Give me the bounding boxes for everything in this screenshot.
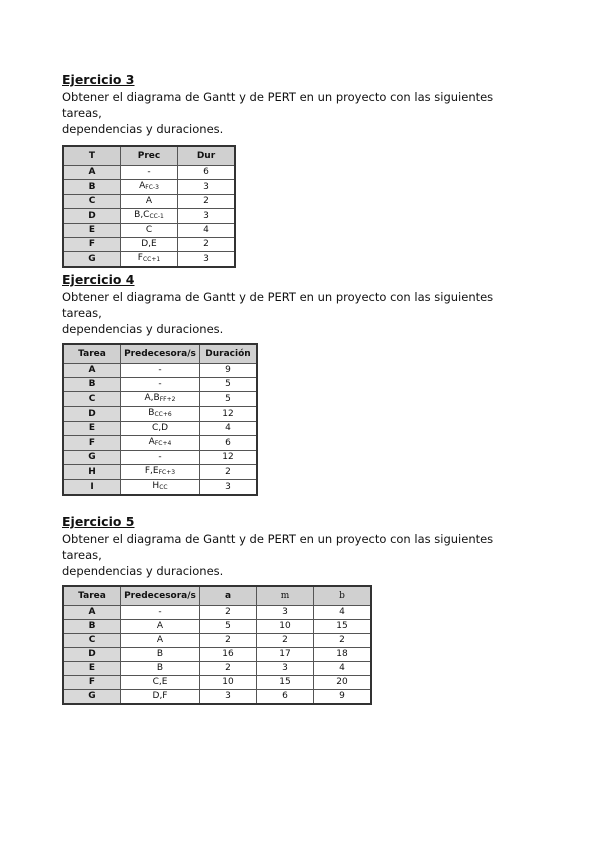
table-row <box>63 620 371 634</box>
most-likely-cell: 15 <box>257 676 314 690</box>
pessimistic-cell: 4 <box>314 606 372 620</box>
predecessor-cell: D,F <box>121 690 200 705</box>
dependency-subscript: FF+2 <box>159 396 176 403</box>
task-cell: D <box>63 209 121 224</box>
task-cell: E <box>63 422 121 436</box>
exercise-3-description <box>62 89 532 137</box>
exercise-4 <box>62 272 532 496</box>
optimistic-cell: 2 <box>200 634 257 648</box>
predecessor-text: - <box>147 167 151 177</box>
duration-cell: 3 <box>178 252 236 268</box>
pessimistic-cell: 4 <box>314 662 372 676</box>
predecessor-cell: A <box>121 620 200 634</box>
pessimistic-cell: 9 <box>314 690 372 705</box>
task-cell: G <box>63 451 121 465</box>
predecessor-text: B <box>148 408 155 418</box>
table-row <box>63 606 371 620</box>
predecessor-cell <box>121 422 200 436</box>
duration-cell: 3 <box>178 180 236 195</box>
table-row <box>63 392 257 407</box>
optimistic-cell: 16 <box>200 648 257 662</box>
predecessor-cell <box>121 465 200 480</box>
dependency-subscript: CC-1 <box>149 213 164 220</box>
most-likely-cell: 3 <box>257 606 314 620</box>
table-row <box>63 195 235 209</box>
duration-cell: 5 <box>200 378 258 392</box>
dependency-subscript: CC+6 <box>154 411 172 418</box>
predecessor-cell <box>121 451 200 465</box>
predecessor-text: - <box>158 365 162 375</box>
table-row <box>63 378 257 392</box>
exercise-5 <box>62 514 532 705</box>
dependency-subscript: FC-3 <box>145 184 159 191</box>
task-cell: F <box>63 676 121 690</box>
pessimistic-cell: 18 <box>314 648 372 662</box>
dependency-subscript: CC+1 <box>142 256 161 263</box>
duration-cell: 3 <box>178 209 236 224</box>
task-cell: H <box>63 465 121 480</box>
predecessor-text: C <box>145 225 153 235</box>
table-row <box>63 465 257 480</box>
most-likely-cell: 10 <box>257 620 314 634</box>
duration-cell: 4 <box>178 224 236 238</box>
predecessor-cell <box>121 407 200 422</box>
optimistic-cell: 3 <box>200 690 257 705</box>
pessimistic-cell: 2 <box>314 634 372 648</box>
column-header: m <box>257 586 314 606</box>
predecessor-text: - <box>158 379 162 389</box>
duration-cell: 3 <box>200 480 258 496</box>
exercise-3 <box>62 72 532 268</box>
column-header: T <box>63 146 121 166</box>
task-cell: I <box>63 480 121 496</box>
most-likely-cell: 6 <box>257 690 314 705</box>
table-row <box>63 209 235 224</box>
duration-cell: 2 <box>200 465 258 480</box>
exercise-3-desc-line2: dependencias y duraciones. <box>62 122 224 136</box>
duration-cell: 12 <box>200 451 258 465</box>
predecessor-cell <box>121 224 178 238</box>
task-cell: B <box>63 620 121 634</box>
task-cell: C <box>63 195 121 209</box>
task-cell: D <box>63 407 121 422</box>
predecessor-cell <box>121 209 178 224</box>
predecessor-text: A <box>139 181 146 191</box>
pessimistic-cell: 15 <box>314 620 372 634</box>
predecessor-text: F <box>137 253 143 263</box>
pessimistic-cell: 20 <box>314 676 372 690</box>
table-row <box>63 676 371 690</box>
predecessor-cell <box>121 364 200 378</box>
predecessor-text: H <box>152 481 160 491</box>
duration-cell: 6 <box>200 436 258 451</box>
table-row <box>63 634 371 648</box>
table-row <box>63 422 257 436</box>
most-likely-cell: 17 <box>257 648 314 662</box>
predecessor-cell <box>121 480 200 496</box>
exercise-4-description <box>62 289 532 337</box>
column-header: Predecesora/s <box>121 344 200 364</box>
predecessor-cell: C,E <box>121 676 200 690</box>
task-cell: B <box>63 378 121 392</box>
table-row <box>63 180 235 195</box>
task-cell: E <box>63 224 121 238</box>
column-header: Duración <box>200 344 258 364</box>
optimistic-cell: 2 <box>200 662 257 676</box>
table-header-row <box>63 586 371 606</box>
task-cell: F <box>63 436 121 451</box>
task-cell: C <box>63 392 121 407</box>
task-cell: A <box>63 364 121 378</box>
exercise-5-desc-line1: Obtener el diagrama de Gantt y de PERT en un proyecto con las siguientes tareas, <box>62 532 494 562</box>
exercise-3-table <box>62 145 236 268</box>
predecessor-cell <box>121 238 178 252</box>
column-header: Tarea <box>63 344 121 364</box>
predecessor-text: A <box>148 437 155 447</box>
column-header: Prec <box>121 146 178 166</box>
task-cell: A <box>63 166 121 180</box>
predecessor-text: - <box>158 452 162 462</box>
optimistic-cell: 2 <box>200 606 257 620</box>
predecessor-cell: B <box>121 662 200 676</box>
duration-cell: 2 <box>178 238 236 252</box>
duration-cell: 6 <box>178 166 236 180</box>
table-row <box>63 364 257 378</box>
predecessor-cell <box>121 166 178 180</box>
table-row <box>63 690 371 705</box>
dependency-subscript: FC+3 <box>158 469 176 476</box>
duration-cell: 12 <box>200 407 258 422</box>
exercise-3-heading: Ejercicio 3 <box>62 72 135 87</box>
exercise-5-description <box>62 531 532 579</box>
predecessor-cell <box>121 392 200 407</box>
optimistic-cell: 10 <box>200 676 257 690</box>
predecessor-cell: B <box>121 648 200 662</box>
table-header-row <box>63 146 235 166</box>
predecessor-text: B,C <box>134 210 150 220</box>
exercise-4-desc-line1: Obtener el diagrama de Gantt y de PERT en un proyecto con las siguientes tareas, <box>62 290 494 320</box>
predecessor-cell <box>121 195 178 209</box>
table-row <box>63 480 257 496</box>
predecessor-text: C,D <box>151 423 169 433</box>
duration-cell: 4 <box>200 422 258 436</box>
task-cell: G <box>63 690 121 705</box>
predecessor-cell <box>121 378 200 392</box>
predecessor-text: A,B <box>144 393 160 403</box>
task-cell: D <box>63 648 121 662</box>
predecessor-text: F,E <box>144 466 159 476</box>
predecessor-cell: A <box>121 634 200 648</box>
duration-cell: 5 <box>200 392 258 407</box>
duration-cell: 9 <box>200 364 258 378</box>
duration-cell: 2 <box>178 195 236 209</box>
exercise-4-table <box>62 343 258 496</box>
table-row <box>63 648 371 662</box>
task-cell: B <box>63 180 121 195</box>
task-cell: A <box>63 606 121 620</box>
table-row <box>63 451 257 465</box>
predecessor-cell <box>121 252 178 268</box>
most-likely-cell: 2 <box>257 634 314 648</box>
predecessor-cell <box>121 436 200 451</box>
predecessor-text: A <box>145 196 153 206</box>
table-row <box>63 407 257 422</box>
column-header: Dur <box>178 146 236 166</box>
exercise-4-desc-line2: dependencias y duraciones. <box>62 322 224 336</box>
most-likely-cell: 3 <box>257 662 314 676</box>
table-row <box>63 224 235 238</box>
table-header-row <box>63 344 257 364</box>
predecessor-cell: - <box>121 606 200 620</box>
column-header: Predecesora/s <box>121 586 200 606</box>
column-header: b <box>314 586 372 606</box>
exercise-5-table <box>62 585 372 705</box>
table-row <box>63 238 235 252</box>
exercise-5-desc-line2: dependencias y duraciones. <box>62 564 224 578</box>
dependency-subscript: CC <box>159 484 168 491</box>
task-cell: G <box>63 252 121 268</box>
dependency-subscript: FC+4 <box>154 440 172 447</box>
column-header: a <box>200 586 257 606</box>
table-row <box>63 166 235 180</box>
predecessor-text: D,E <box>141 239 157 249</box>
exercise-4-heading: Ejercicio 4 <box>62 272 135 287</box>
task-cell: C <box>63 634 121 648</box>
task-cell: E <box>63 662 121 676</box>
table-row <box>63 662 371 676</box>
table-row <box>63 252 235 268</box>
exercise-5-heading: Ejercicio 5 <box>62 514 135 529</box>
column-header: Tarea <box>63 586 121 606</box>
predecessor-cell <box>121 180 178 195</box>
table-row <box>63 436 257 451</box>
exercise-3-desc-line1: Obtener el diagrama de Gantt y de PERT en un proyecto con las siguientes tareas, <box>62 90 494 120</box>
task-cell: F <box>63 238 121 252</box>
optimistic-cell: 5 <box>200 620 257 634</box>
